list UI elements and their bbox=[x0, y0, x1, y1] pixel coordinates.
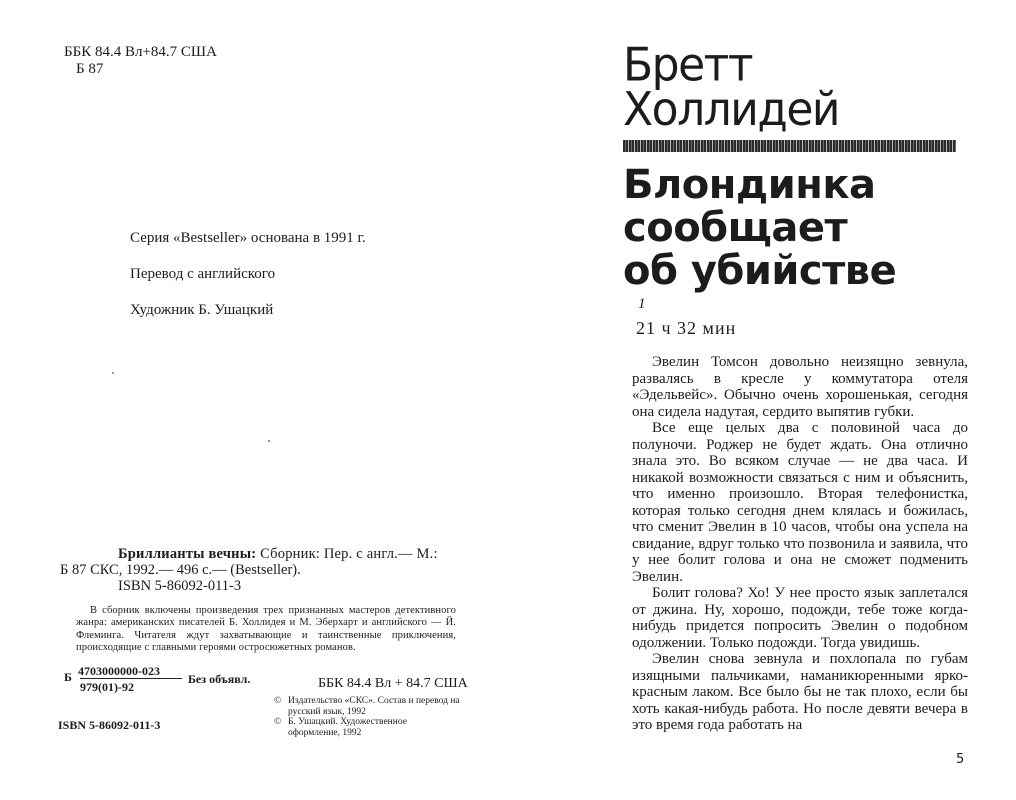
bibliographic-record bbox=[60, 546, 460, 594]
chapter-time: 21 ч 32 мин bbox=[636, 318, 737, 338]
title-line-1: Блондинка bbox=[623, 162, 876, 208]
copyright-artist bbox=[274, 717, 460, 738]
copyright-icon: © bbox=[274, 717, 282, 727]
copyright-publisher-text: Издательство «СКС». Состав и перевод на русский язык, 1992 bbox=[288, 696, 460, 717]
bbk-classification-top bbox=[64, 44, 217, 78]
biblio-isbn: ISBN 5-86092-011-3 bbox=[118, 578, 242, 594]
decorative-rule bbox=[623, 140, 956, 152]
copyright-publisher bbox=[274, 696, 460, 717]
page-number: 5 bbox=[956, 752, 965, 767]
author-mark: Б 87 bbox=[76, 61, 104, 77]
isbn-bottom: ISBN 5-86092-011-3 bbox=[58, 718, 161, 732]
copyright-icon: © bbox=[274, 696, 282, 706]
print-speck bbox=[112, 372, 114, 374]
bbk-code: ББК 84.4 Вл+84.7 США bbox=[64, 44, 217, 60]
title-line-3: об убийстве bbox=[623, 248, 897, 294]
index-numerator: 4703000000-023 bbox=[78, 664, 160, 678]
print-speck bbox=[268, 440, 270, 442]
index-denominator: 979(01)-92 bbox=[80, 680, 134, 694]
translation-note: Перевод с английского bbox=[130, 266, 276, 282]
book-title-heading bbox=[623, 164, 896, 293]
paragraph: Все еще целых два с половиной часа до полуночи. Роджер не будет ждать. Она отлично знала это. Во всяком случае — не два часа. И никакой возможности связаться с ним и объяснить, что именно произошло. Вторая телефонистка, которая только сегодня днем клялась и божилась, что сменит Эвелин в 10 часов, чтобы она успела на свидание, вдруг только что позвонила и заявила, что у нее болит голова и она не сможет подменить Эвелин. bbox=[632, 420, 968, 585]
chapter-text bbox=[632, 354, 968, 734]
price-note: Без объявл. bbox=[188, 672, 251, 686]
series-note: Серия «Bestseller» основана в 1991 г. bbox=[130, 230, 366, 246]
chapter-number: 1 bbox=[638, 296, 646, 312]
credits-block bbox=[130, 228, 366, 336]
paragraph: Болит голова? Хо! У нее просто язык заплетался от джина. Ну, хорошо, подожди, тебе тоже когда-нибудь придется попросить Эвелин о подобном одолжении. Только подожди. Тогда увидишь. bbox=[632, 585, 968, 651]
author-name bbox=[623, 38, 839, 137]
fraction-line bbox=[80, 678, 182, 679]
title-line-2: сообщает bbox=[623, 205, 848, 251]
biblio-title-line bbox=[60, 546, 460, 562]
paragraph: Эвелин Томсон довольно неизящно зевнула, развалясь в кресле у коммутатора отеля «Эдельвейс». Обычно очень хорошенькая, сегодня она сидела надутая, сердито выпятив губки. bbox=[632, 354, 968, 420]
index-letter: Б bbox=[64, 670, 72, 684]
artist-note: Художник Б. Ушацкий bbox=[130, 302, 274, 318]
biblio-publisher-line: Б 87 СКС, 1992.— 496 с.— (Bestseller). bbox=[60, 562, 301, 578]
author-first-name: Бретт bbox=[623, 38, 752, 93]
author-last-name: Холлидей bbox=[623, 82, 839, 137]
copyright-artist-text: Б. Ушацкий. Художественное оформление, 1992 bbox=[288, 717, 407, 738]
bbk-classification-bottom: ББК 84.4 Вл + 84.7 США bbox=[318, 676, 468, 691]
copyright-block bbox=[274, 696, 460, 738]
annotation: В сборник включены произведения трех признанных мастеров детективного жанра: американских писателей Б. Холлидея и М. Эберхарт и английского — Й. Флеминга. Читателя ждут захватывающие и таинственные приключения, происходящие с главными героями остросюжетных романов. bbox=[76, 605, 456, 654]
paragraph: Эвелин снова зевнула и похлопала по губам изящными пальчиками, наманикюренными ярко-красным лаком. Все было бы не так плохо, если бы хоть какая-нибудь работа. Но после девяти вечера в это время года работать на bbox=[632, 651, 968, 733]
right-page bbox=[508, 0, 1016, 800]
biblio-title-rest: Сборник: Пер. с англ.— М.: bbox=[256, 546, 438, 562]
book-title: Бриллианты вечны: bbox=[118, 546, 257, 562]
